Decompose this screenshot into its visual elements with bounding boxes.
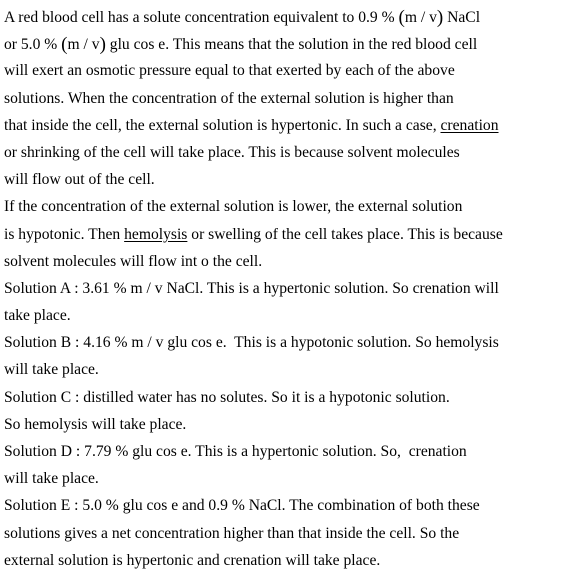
text-run: m / v: [67, 36, 100, 54]
parenthesis: ): [436, 7, 444, 28]
text-line: [4, 411, 578, 438]
text-run: A red blood cell has a solute concentration equivalent to 0.9 %: [4, 9, 399, 26]
text-run: If the concentration of the external solution is lower, the external solution: [4, 198, 463, 216]
text-run: Solution A : 3.61 % m / v NaCl. This is a hypertonic solution. So crenation will: [4, 279, 499, 297]
text-run: solutions gives a net concentration higher than that inside the cell. So the: [4, 524, 460, 542]
text-run: that inside the cell, the external solution is hypertonic. In such a case,: [4, 116, 441, 134]
parenthesis: (: [398, 7, 405, 28]
text-line: [4, 85, 578, 112]
text-line: [4, 520, 578, 547]
text-line: [4, 112, 578, 139]
text-line: [4, 275, 578, 302]
text-run: Solution E : 5.0 % glu cos e and 0.9 % NaCl. The combination of both these: [4, 497, 480, 515]
text-run: solvent molecules will flow int o the cell.: [4, 252, 263, 270]
text-run: NaCl: [443, 9, 481, 26]
text-line: [4, 57, 578, 84]
document-body: [4, 3, 578, 574]
text-line: [4, 384, 578, 411]
text-line: [4, 356, 578, 383]
parenthesis: ): [99, 34, 106, 56]
text-run: solutions. When the concentration of the external solution is higher than: [4, 89, 454, 107]
text-line: [4, 3, 578, 30]
text-line: [4, 547, 578, 574]
text-run: Solution C : distilled water has no solutes. So it is a hypotonic solution.: [4, 388, 450, 406]
text-line: [4, 302, 578, 329]
text-line: [4, 492, 578, 519]
text-run: m / v: [404, 9, 437, 26]
text-run: or shrinking of the cell will take place. This is because solvent molecules: [4, 143, 460, 161]
text-run: is hypotonic. Then: [4, 225, 125, 243]
text-line: [4, 166, 578, 193]
text-line: [4, 30, 578, 57]
text-run: or 5.0 %: [4, 36, 62, 54]
text-run: Solution B : 4.16 % m / v glu cos e. This is a hypotonic solution. So hemolysis: [4, 334, 499, 352]
text-run: will take place.: [4, 361, 99, 379]
text-run: will take place.: [4, 470, 99, 488]
underlined-term: crenation: [440, 116, 499, 134]
text-run: external solution is hypertonic and crenation will take place.: [4, 551, 381, 569]
text-line: [4, 221, 578, 248]
text-run: take place.: [4, 307, 71, 325]
text-run: Solution D : 7.79 % glu cos e. This is a hypertonic solution. So, crenation: [4, 443, 467, 460]
text-line: [4, 139, 578, 166]
text-line: [4, 438, 578, 465]
text-run: glu cos e. This means that the solution in the red blood cell: [105, 36, 478, 54]
text-run: So hemolysis will take place.: [4, 415, 187, 433]
text-line: [4, 248, 578, 275]
text-line: [4, 329, 578, 356]
text-line: [4, 193, 578, 220]
parenthesis: (: [61, 34, 68, 56]
text-run: will flow out of the cell.: [4, 171, 155, 189]
underlined-term: hemolysis: [124, 225, 188, 243]
text-line: [4, 465, 578, 492]
text-run: or swelling of the cell takes place. This is because: [187, 225, 503, 243]
text-run: will exert an osmotic pressure equal to that exerted by each of the above: [4, 62, 455, 80]
